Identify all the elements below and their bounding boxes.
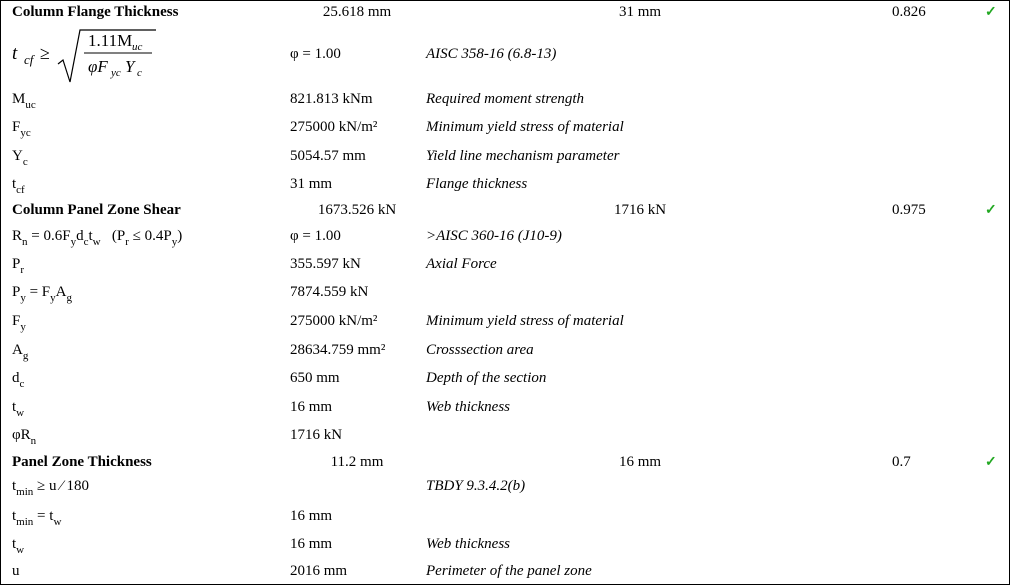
param-value: 275000 kN/m² (290, 119, 378, 135)
param-symbol: u (12, 563, 20, 579)
param-symbol: $\varphi R_n$ (12, 427, 37, 447)
param-description: Minimum yield stress of material (426, 119, 624, 135)
shear-formula: $R_n = 0.6F_yd_ct_w$ $(P_r \le 0.4P_y)$ (12, 228, 183, 248)
formula-numerator-sub: uc (132, 41, 143, 53)
param-row (0, 508, 1010, 532)
formula-lhs-sub: cf (24, 52, 34, 67)
param-symbol: $Y_c$ (12, 148, 28, 168)
param-description: Perimeter of the panel zone (426, 563, 592, 579)
param-row (0, 342, 1010, 366)
section-header-column-flange-thickness (0, 4, 1010, 24)
param-value: 5054.57 mm (290, 148, 366, 164)
param-row (0, 536, 1010, 560)
param-value: 31 mm (290, 176, 333, 192)
param-symbol: $A_g$ (12, 342, 29, 362)
param-row (0, 427, 1010, 451)
param-description: Minimum yield stress of material (426, 313, 624, 329)
param-row (0, 148, 1010, 172)
formula-lhs: t (12, 43, 18, 64)
param-row (0, 256, 1010, 280)
param-symbol: $P_r$ (12, 256, 25, 276)
formula-denominator-f-sub: yc (111, 67, 121, 79)
param-row (0, 119, 1010, 143)
param-value: 28634.759 mm² (290, 342, 386, 358)
param-value: 2016 mm (290, 563, 348, 579)
check-icon: ✓ (985, 5, 997, 20)
param-row (0, 370, 1010, 394)
section-title: Panel Zone Thickness (12, 454, 152, 470)
required-value: 25.618 mm (322, 4, 392, 20)
param-symbol: $t_{min} = t_w$ (12, 508, 62, 528)
section-title: Column Panel Zone Shear (12, 202, 181, 218)
param-symbol: $t_w$ (12, 536, 25, 556)
phi-factor: φ = 1.00 (290, 46, 341, 62)
ratio-value: 0.826 (892, 4, 926, 20)
formula-denominator-y-sub: c (137, 67, 142, 79)
param-description: Crosssection area (426, 342, 534, 358)
param-symbol: $F_{yc}$ (12, 119, 31, 139)
param-value: 16 mm (290, 536, 333, 552)
param-value: 650 mm (290, 370, 340, 386)
param-description: Axial Force (426, 256, 497, 272)
formula-row-thickness (0, 478, 1010, 502)
formula-reference: TBDY 9.3.4.2(b) (426, 478, 526, 494)
check-icon: ✓ (985, 455, 997, 470)
required-value: 11.2 mm (330, 454, 384, 470)
formula-reference: >AISC 360-16 (J10-9) (426, 228, 562, 244)
param-row (0, 563, 1010, 583)
param-row (0, 399, 1010, 423)
param-row (0, 176, 1010, 200)
section-header-panel-zone-shear (0, 202, 1010, 222)
param-symbol: $F_y$ (12, 313, 26, 333)
param-row (0, 284, 1010, 308)
param-row (0, 91, 1010, 115)
param-symbol: $t_{cf}$ (12, 176, 25, 196)
formula-denominator-y: Y (125, 57, 135, 76)
param-symbol: $P_y = F_yA_g$ (12, 284, 72, 304)
param-value: 821.813 kNm (290, 91, 373, 107)
param-value: 1716 kN (290, 427, 343, 443)
param-description: Yield line mechanism parameter (426, 148, 620, 164)
required-value: 1673.526 kN (317, 202, 397, 218)
param-value: 355.597 kN (290, 256, 361, 272)
formula-relation: ≥ (40, 43, 50, 63)
param-value: 16 mm (290, 399, 333, 415)
provided-value: 31 mm (618, 4, 662, 20)
param-value: 275000 kN/m² (290, 313, 378, 329)
formula-row-shear (0, 228, 1010, 252)
provided-value: 16 mm (618, 454, 662, 470)
param-symbol: $M_{uc}$ (12, 91, 36, 111)
formula-reference: AISC 358-16 (6.8-13) (426, 46, 557, 62)
param-description: Web thickness (426, 399, 511, 415)
ratio-value: 0.975 (892, 202, 926, 218)
formula-denominator-f: φF (88, 57, 108, 76)
section-title: Column Flange Thickness (12, 4, 179, 20)
param-value: 7874.559 kN (290, 284, 369, 300)
param-description: Web thickness (426, 536, 511, 552)
param-row (0, 313, 1010, 337)
param-symbol: $t_w$ (12, 399, 25, 419)
param-description: Flange thickness (426, 176, 528, 192)
formula-row-flange (0, 26, 1010, 88)
param-description: Required moment strength (426, 91, 585, 107)
param-value: 16 mm (290, 508, 333, 524)
phi-factor: φ = 1.00 (290, 228, 341, 244)
ratio-value: 0.7 (892, 454, 911, 470)
param-description: Depth of the section (426, 370, 547, 386)
formula-numerator: 1.11M (88, 31, 133, 50)
param-symbol: $d_c$ (12, 370, 25, 390)
thickness-formula: $t_{min} \ge u$ ⁄ 180 (12, 478, 90, 498)
check-icon: ✓ (985, 203, 997, 218)
flange-thickness-formula (10, 26, 170, 88)
provided-value: 1716 kN (613, 202, 667, 218)
section-header-panel-zone-thickness (0, 454, 1010, 474)
